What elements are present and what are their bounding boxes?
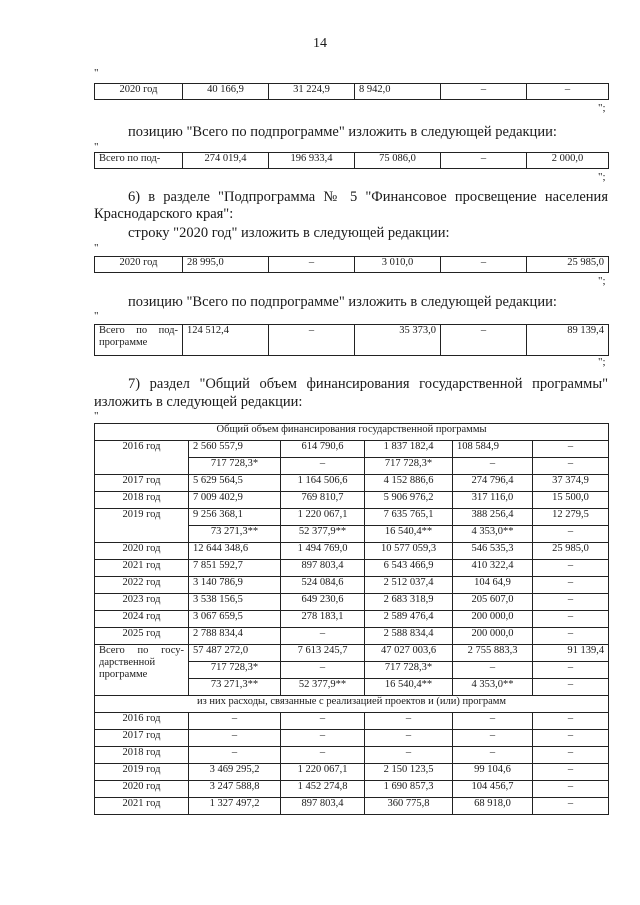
table-cell: – xyxy=(533,764,609,781)
table-cell: 91 139,4 xyxy=(533,645,609,662)
table-cell: 68 918,0 xyxy=(453,798,533,815)
table-cell: – xyxy=(533,679,609,696)
table-subheader-row xyxy=(95,696,609,713)
total-subprogram-table xyxy=(94,152,609,169)
year-cell: 2023 год xyxy=(95,594,189,611)
open-quote: " xyxy=(94,67,99,79)
table-cell: 3 469 295,2 xyxy=(189,764,281,781)
table-row xyxy=(95,560,609,577)
page-number: 14 xyxy=(313,36,327,51)
open-quote: " xyxy=(94,242,99,254)
table-cell: 99 104,6 xyxy=(453,764,533,781)
table-row xyxy=(95,257,609,273)
table-cell: 75 086,0 xyxy=(355,153,441,169)
table-row xyxy=(95,747,609,764)
year-cell: 2024 год xyxy=(95,611,189,628)
instruction-text: позицию "Всего по подпрограмме" изложить в следующей редакции: xyxy=(128,294,557,310)
year-cell: 2018 год xyxy=(95,747,189,764)
table-cell: – xyxy=(453,713,533,730)
table-cell: 1 327 497,2 xyxy=(189,798,281,815)
table-cell: 546 535,3 xyxy=(453,543,533,560)
table-cell: – xyxy=(189,713,281,730)
row-2020-table xyxy=(94,256,609,273)
table-cell: 2 683 318,9 xyxy=(365,594,453,611)
table-cell: 717 728,3* xyxy=(189,662,281,679)
table-cell: 73 271,3** xyxy=(189,679,281,696)
table-cell: – xyxy=(281,747,365,764)
table-row xyxy=(95,781,609,798)
table-cell: 10 577 059,3 xyxy=(365,543,453,560)
table-cell: – xyxy=(533,526,609,543)
table-cell: 2 512 037,4 xyxy=(365,577,453,594)
table-cell: 3 010,0 xyxy=(355,257,441,273)
table-cell: 3 538 156,5 xyxy=(189,594,281,611)
year-cell: 2020 год xyxy=(95,543,189,560)
table-cell: – xyxy=(533,747,609,764)
table-cell: 16 540,4** xyxy=(365,679,453,696)
table-cell: 52 377,9** xyxy=(281,526,365,543)
table-cell: 410 322,4 xyxy=(453,560,533,577)
table-header-row xyxy=(95,424,609,441)
table-cell: – xyxy=(533,577,609,594)
table-cell: 57 487 272,0 xyxy=(189,645,281,662)
close-quote: "; xyxy=(598,171,606,183)
table-cell: – xyxy=(533,594,609,611)
year-cell: 2020 год xyxy=(95,781,189,798)
table-row xyxy=(95,509,609,526)
table-cell: – xyxy=(453,662,533,679)
table-cell: 717 728,3* xyxy=(365,662,453,679)
table-cell: 1 494 769,0 xyxy=(281,543,365,560)
table-cell: – xyxy=(533,458,609,475)
table-cell: – xyxy=(281,458,365,475)
year-cell: 2017 год xyxy=(95,730,189,747)
table-cell: 16 540,4** xyxy=(365,526,453,543)
table-cell: – xyxy=(281,713,365,730)
table-cell: 200 000,0 xyxy=(453,611,533,628)
close-quote: "; xyxy=(598,102,606,114)
table-cell: – xyxy=(533,628,609,645)
table-cell: 274 019,4 xyxy=(183,153,269,169)
table-cell: – xyxy=(533,713,609,730)
close-quote: "; xyxy=(598,275,606,287)
table-row xyxy=(95,441,609,458)
table-cell: 1 164 506,6 xyxy=(281,475,365,492)
section-heading-text: изложить в следующей редакции: xyxy=(94,394,303,410)
table-cell: 40 166,9 xyxy=(183,84,269,100)
table-cell: 278 183,1 xyxy=(281,611,365,628)
table-cell: 360 775,8 xyxy=(365,798,453,815)
table-cell: 7 009 402,9 xyxy=(189,492,281,509)
table-row xyxy=(95,764,609,781)
total-label-cell: Всего по госу-дарственной программе xyxy=(95,645,189,696)
table-cell: 2 755 883,3 xyxy=(453,645,533,662)
table-cell: 37 374,9 xyxy=(533,475,609,492)
table-row xyxy=(95,628,609,645)
table-cell: 73 271,3** xyxy=(189,526,281,543)
table-cell: 124 512,4 xyxy=(183,325,269,356)
table-cell: 2 000,0 xyxy=(527,153,609,169)
table-cell: 8 942,0 xyxy=(355,84,441,100)
table-cell: – xyxy=(281,628,365,645)
table-cell: – xyxy=(269,257,355,273)
table-row xyxy=(95,153,609,169)
table-row xyxy=(95,325,609,356)
table-cell: 1 452 274,8 xyxy=(281,781,365,798)
table-cell: 25 985,0 xyxy=(527,257,609,273)
table-cell: 3 067 659,5 xyxy=(189,611,281,628)
table-cell: 1 220 067,1 xyxy=(281,509,365,526)
table-cell: – xyxy=(453,747,533,764)
table-cell: – xyxy=(189,730,281,747)
table-cell: 897 803,4 xyxy=(281,560,365,577)
table-cell: – xyxy=(441,257,527,273)
table-cell: 2 589 476,4 xyxy=(365,611,453,628)
table-cell: – xyxy=(527,84,609,100)
table-cell: – xyxy=(365,730,453,747)
close-quote: "; xyxy=(598,356,606,368)
table-row xyxy=(95,84,609,100)
table-cell: 649 230,6 xyxy=(281,594,365,611)
table-cell: – xyxy=(533,798,609,815)
table-cell: – xyxy=(533,560,609,577)
table-row xyxy=(95,798,609,815)
table-row xyxy=(95,611,609,628)
year-cell: 2017 год xyxy=(95,475,189,492)
year-cell: 2021 год xyxy=(95,560,189,577)
year-cell: 2016 год xyxy=(95,441,189,475)
table-cell: 205 607,0 xyxy=(453,594,533,611)
table-cell: – xyxy=(533,662,609,679)
table-row xyxy=(95,492,609,509)
year-cell: 2022 год xyxy=(95,577,189,594)
table-cell: 7 613 245,7 xyxy=(281,645,365,662)
table-cell: Всего по под- xyxy=(95,153,183,169)
table-cell: – xyxy=(281,730,365,747)
financing-table xyxy=(94,423,609,815)
table-cell: 769 810,7 xyxy=(281,492,365,509)
table-cell: 4 353,0** xyxy=(453,526,533,543)
table-row xyxy=(95,645,609,662)
table-cell: 5 629 564,5 xyxy=(189,475,281,492)
instruction-text: позицию "Всего по подпрограмме" изложить в следующей редакции: xyxy=(128,124,557,140)
table-cell: 2020 год xyxy=(95,257,183,273)
table-cell: – xyxy=(281,662,365,679)
table-cell: – xyxy=(453,458,533,475)
table-row xyxy=(95,543,609,560)
table-cell: 12 644 348,6 xyxy=(189,543,281,560)
table-cell: 104 456,7 xyxy=(453,781,533,798)
table-cell: 15 500,0 xyxy=(533,492,609,509)
table-cell: 196 933,4 xyxy=(269,153,355,169)
table-cell: 35 373,0 xyxy=(355,325,441,356)
table-row xyxy=(95,730,609,747)
table-cell: 47 027 003,6 xyxy=(365,645,453,662)
section-heading-text: 6) в разделе "Подпрограмма № 5 "Финансовое просвещение населения xyxy=(128,189,608,205)
table-cell: 104 64,9 xyxy=(453,577,533,594)
table-cell: 614 790,6 xyxy=(281,441,365,458)
table-cell: – xyxy=(365,747,453,764)
year-cell: 2019 год xyxy=(95,764,189,781)
table-cell: – xyxy=(533,611,609,628)
table-row xyxy=(95,577,609,594)
year-cell: 2018 год xyxy=(95,492,189,509)
table-row xyxy=(95,713,609,730)
table-row xyxy=(95,475,609,492)
table-cell: 717 728,3* xyxy=(365,458,453,475)
table-row xyxy=(95,594,609,611)
year-cell: 2019 год xyxy=(95,509,189,543)
table-cell: – xyxy=(441,84,527,100)
table-cell: 4 353,0** xyxy=(453,679,533,696)
table-cell: 28 995,0 xyxy=(183,257,269,273)
table-cell: 2 788 834,4 xyxy=(189,628,281,645)
open-quote: " xyxy=(94,141,99,153)
table-cell: 2020 год xyxy=(95,84,183,100)
table-cell: 2 560 557,9 xyxy=(189,441,281,458)
table-cell: 4 152 886,6 xyxy=(365,475,453,492)
total-subprogram-table xyxy=(94,324,609,356)
table-cell: 9 256 368,1 xyxy=(189,509,281,526)
table-cell: – xyxy=(365,713,453,730)
table-cell: 1 690 857,3 xyxy=(365,781,453,798)
table-cell: 3 247 588,8 xyxy=(189,781,281,798)
table-cell: – xyxy=(189,747,281,764)
table-cell: 717 728,3* xyxy=(189,458,281,475)
table-cell: 6 543 466,9 xyxy=(365,560,453,577)
table-cell: 5 906 976,2 xyxy=(365,492,453,509)
table-cell: – xyxy=(453,730,533,747)
table-cell: 2 150 123,5 xyxy=(365,764,453,781)
table-header: Общий объем финансирования государственной программы xyxy=(95,424,609,441)
table-cell: – xyxy=(441,325,527,356)
table-cell: Всего по под-программе xyxy=(95,325,183,356)
table-cell: 3 140 786,9 xyxy=(189,577,281,594)
table-cell: 25 985,0 xyxy=(533,543,609,560)
table-cell: 1 837 182,4 xyxy=(365,441,453,458)
table-cell: – xyxy=(533,730,609,747)
open-quote: " xyxy=(94,410,99,422)
table-cell: 108 584,9 xyxy=(453,441,533,458)
table-cell: – xyxy=(533,781,609,798)
table-cell: – xyxy=(441,153,527,169)
table-cell: 89 139,4 xyxy=(527,325,609,356)
section-heading-text: 7) раздел "Общий объем финансирования государственной программы" xyxy=(128,376,608,392)
table-cell: 31 224,9 xyxy=(269,84,355,100)
table-cell: 7 851 592,7 xyxy=(189,560,281,577)
table-cell: 317 116,0 xyxy=(453,492,533,509)
section-heading-text: Краснодарского края": xyxy=(94,206,234,222)
instruction-text: строку "2020 год" изложить в следующей редакции: xyxy=(128,225,450,241)
year-cell: 2016 год xyxy=(95,713,189,730)
table-cell: – xyxy=(269,325,355,356)
table-cell: 1 220 067,1 xyxy=(281,764,365,781)
table-subheader: из них расходы, связанные с реализацией проектов и (или) программ xyxy=(95,696,609,713)
table-cell: 2 588 834,4 xyxy=(365,628,453,645)
table-cell: – xyxy=(533,441,609,458)
table-cell: 897 803,4 xyxy=(281,798,365,815)
table-cell: 274 796,4 xyxy=(453,475,533,492)
table-cell: 524 084,6 xyxy=(281,577,365,594)
year-cell: 2021 год xyxy=(95,798,189,815)
table-cell: 7 635 765,1 xyxy=(365,509,453,526)
year-cell: 2025 год xyxy=(95,628,189,645)
table-cell: 52 377,9** xyxy=(281,679,365,696)
open-quote: " xyxy=(94,310,99,322)
table-cell: 200 000,0 xyxy=(453,628,533,645)
row-2020-table xyxy=(94,83,609,100)
table-cell: 388 256,4 xyxy=(453,509,533,526)
table-cell: 12 279,5 xyxy=(533,509,609,526)
